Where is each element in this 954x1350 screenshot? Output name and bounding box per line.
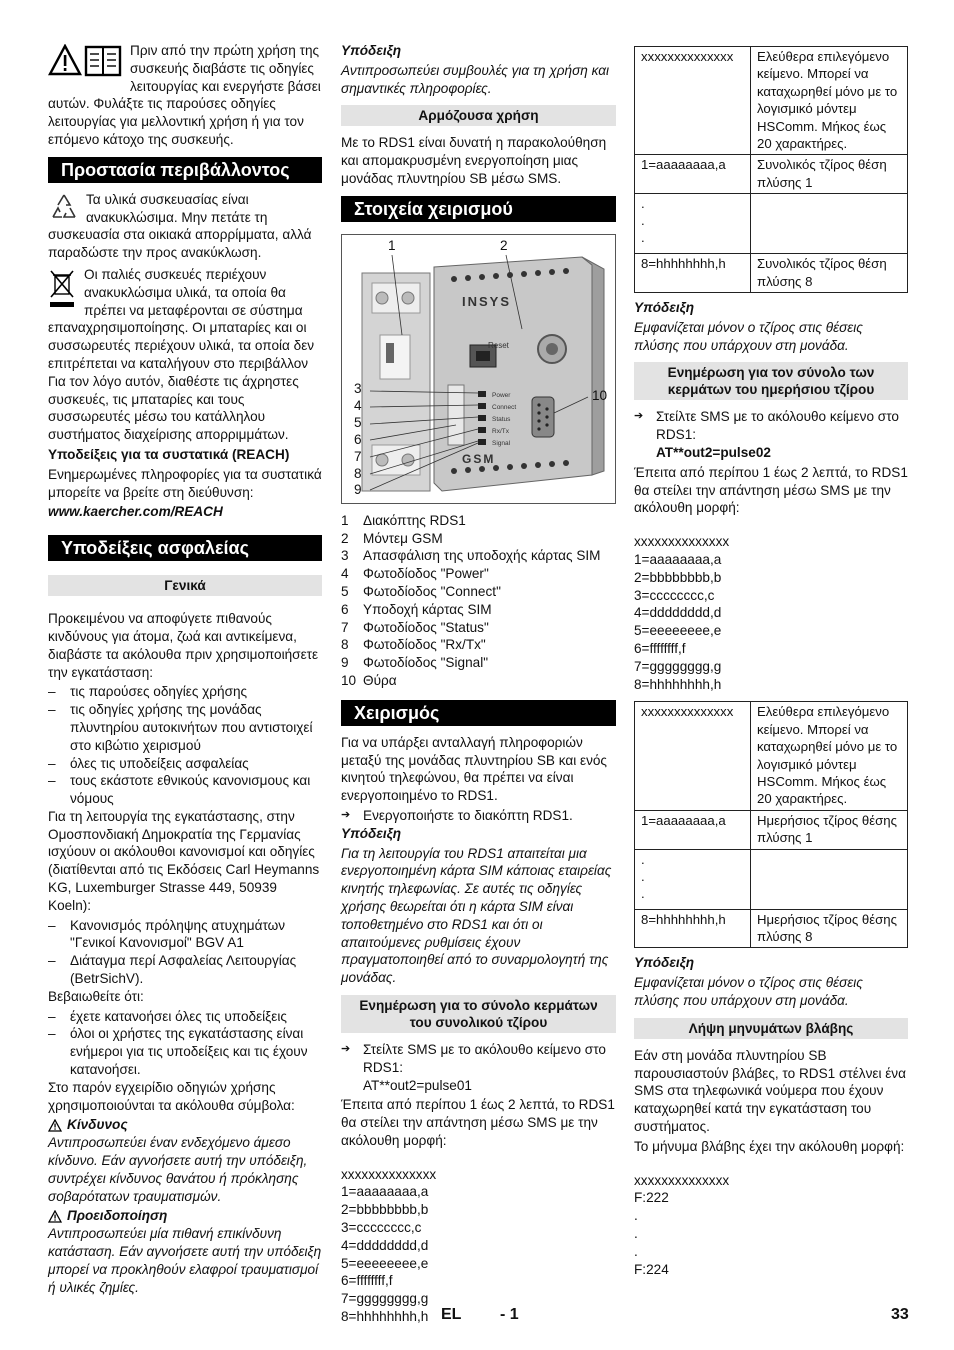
warning-text: Αντιπροσωπεύει μία πιθανή επικίνδυνη κατάσταση. Εάν αγνοήσετε αυτή την υπόδειξη μπορεί να προκληθούν ελαφροί τραυματισμοί ή υλικές ζημίες.: [48, 1226, 322, 1295]
table-row: xxxxxxxxxxxxxx Ελεύθερα επιλεγόμενο κείμενο. Μπορεί να καταχωρηθεί μόνο με το λογισμικό μόντεμ HSComm. Μήκος έως 20 χαρακτήρες.: [635, 702, 908, 810]
intro-block: [48, 42, 322, 149]
note-title: Υπόδειξη: [341, 43, 402, 58]
list-item: – τους εκάστοτε εθνικούς κανονισμους και νόμους: [48, 772, 322, 808]
daily-turnover-heading: Ενημέρωση για τον σύνολο των κερμάτων του ημερήσιου τζίρου: [634, 362, 908, 400]
crossed-bin-icon: [48, 268, 76, 308]
note-text: Εμφανίζεται μόνον ο τζίρος στις θέσεις πλύσης που υπάρχουν στη μονάδα.: [634, 319, 863, 353]
fault-text-2: Το μήνυμα βλάβης έχει την ακόλουθη μορφή:: [634, 1138, 905, 1154]
operation-text: Για να υπάρξει ανταλλαγή πληροφοριών μεταξύ της μονάδας πλυντηρίου SB και ενός κινητού τηλεφώνου, θα πρέπει να είναι ενεργοποιημένο το RDS1.: [341, 734, 607, 804]
ensure-text: Βεβαιωθείτε ότι:: [48, 988, 144, 1004]
footer-language: EL: [441, 1306, 462, 1323]
footer-page-number: 33: [891, 1306, 909, 1323]
use-heading: Αρμόζουσα χρήση: [341, 105, 616, 126]
callout-8: 8: [354, 465, 362, 481]
warning-triangle-icon: [48, 1210, 62, 1223]
safety-heading: Υποδείξεις ασφαλείας: [48, 535, 322, 561]
list-item: 9 Φωτοδίοδος "Signal": [341, 655, 489, 671]
fault-message-format: xxxxxxxxxxxxxx F:222 . . . F:224: [634, 1172, 730, 1277]
total-turnover-heading: Ενημέρωση για το σύνολο κερμάτων του συνολικού τζίρου: [341, 995, 616, 1033]
column-right: [634, 46, 908, 1278]
callout-5: 5: [354, 414, 362, 430]
table-row: 1=aaaaaaaa,a Ημερήσιος τζίρος θέσης πλύσης 1: [635, 810, 908, 849]
total-command: AT**out2=pulse01: [363, 1077, 472, 1093]
callout-4: 4: [354, 397, 362, 413]
intro-text: Πριν από την πρώτη χρήση της συσκευής διαβάστε τις οδηγίες λειτουργίας και ενεργήστε βάσει αυτών. Φυλάξτε τις παρούσες οδηγίες λειτουργίας για μελλοντική χρήση ή για τον επόμενο κάτοχο της συσκευής.: [48, 43, 321, 147]
daily-after-text: Έπειτα από περίπου 1 έως 2 λεπτά, το RDS1 θα στείλει την απάντηση μέσω SMS με την ακόλουθη μορφή:: [634, 464, 908, 516]
warning-triangle-icon: [48, 1119, 62, 1132]
callout-2: 2: [500, 237, 508, 253]
regulations-list: [48, 917, 322, 988]
figure-led-label: Signal: [492, 439, 511, 447]
table-row: . . .: [635, 849, 908, 909]
list-item: – έχετε κατανοήσει όλες τις υποδείξεις: [48, 1008, 322, 1026]
operation-note-text: Για τη λειτουργία του RDS1 απαιτείται μια ενεργοποιημένη κάρτα SIM κάποιας εταιρείας κινητής τηλεφωνίας. Σε αυτές τις οδηγίες χρήσης θεωρείται ότι η κάρτα SIM είναι τοποθετημένο στο RDS1 και ότι οι απαιτούμενες ρυθμίσεις έχουν πραγματοποιηθεί από το συναρμολογητή της μονάδας.: [341, 845, 612, 986]
operation-note-title: Υπόδειξη: [341, 825, 402, 841]
total-after-text: Έπειτα από περίπου 1 έως 2 λεπτά, το RDS1 θα στείλει την απάντηση μέσω SMS με την ακόλουθη μορφή:: [341, 1097, 615, 1148]
warning-title: Προειδοποίηση: [67, 1208, 168, 1224]
fault-heading: Λήψη μηνυμάτων βλάβης: [634, 1018, 908, 1039]
docs-list: [48, 683, 322, 808]
env-heading: Προστασία περιβάλλοντος: [48, 157, 322, 183]
callout-7: 7: [354, 448, 362, 464]
operation-step: ➔ Ενεργοποιήστε το διακόπτη RDS1.: [341, 807, 616, 825]
device-figure: [341, 234, 616, 504]
list-item: 8 Φωτοδίοδος "Rx/Tx": [341, 637, 486, 653]
env-disposal-text: Οι παλιές συσκευές περιέχουν ανακυκλώσιμα υλικά, τα οποία θα πρέπει να μεταφέρονται σε σύστημα επαναχρησιμοποίησης. Οι μπαταρίες και οι συσσωρευτές περιέχουν υλικά, τα οποία δεν επιτρέπεται να καταλήγουν στο περιβάλλον Για τον λόγο αυτόν, διαθέστε τις άχρηστες συσκευές, τις μπαταρίες και τους συσσωρευτές μέσω του κατάλληλου συστήματος διαχείρισης απορριμμάτων.: [48, 266, 315, 443]
general-text-2: Για τη λειτουργία της εγκατάστασης, στην Ομοσπονδιακή Δημοκρατία της Γερμανίας ισχύουν οι ακόλουθοι κανονισμοί και οδηγίες (διατίθενται από τις Εκδόσεις Carl Heymanns KG, Luxemburger Strasse 449, 50939 Koeln):: [48, 808, 320, 913]
reach-text: Ενημερωμένες πληροφορίες για τα συστατικά μπορείτε να βρείτε στη διεύθυνση:: [48, 466, 322, 500]
list-item: 5 Φωτοδίοδος "Connect": [341, 583, 501, 599]
callout-1: 1: [388, 237, 396, 253]
general-heading: Γενικά: [48, 575, 322, 596]
list-item: – Διάταγμα περί Ασφαλείας Λειτουργίας (BetrSichV).: [48, 952, 322, 988]
reach-title: Υποδείξεις για τα συστατικά (REACH): [48, 446, 290, 462]
figure-led-label: Connect: [492, 403, 517, 411]
list-item: 6 Υποδοχή κάρτας SIM: [341, 601, 492, 617]
list-item: 1 Διακόπτης RDS1: [341, 512, 466, 528]
table-row: xxxxxxxxxxxxxx Ελεύθερα επιλεγόμενο κείμενο. Μπορεί να καταχωρηθεί μόνο με το λογισμικό μόντεμ HSComm. Μήκος έως 20 χαρακτήρες.: [635, 47, 908, 155]
table-row: 1=aaaaaaaa,a Συνολικός τζίρος θέση πλύσης 1: [635, 155, 908, 194]
list-item: – τις παρούσες οδηγίες χρήσης: [48, 683, 322, 701]
list-item: – Κανονισμός πρόληψης ατυχημάτων "Γενικοί Κανονισμοί" BGV A1: [48, 917, 322, 953]
daily-response-format: xxxxxxxxxxxxxx 1=aaaaaaaa,a 2=bbbbbbbb,b 3=cccccccc,c 4=dddddddd,d 5=eeeeeeee,e 6=ffffffff,f 7=gggggggg,g 8=hhhhhhhh,h: [634, 534, 730, 692]
callout-10: 10: [592, 387, 608, 403]
daily-command: AT**out2=pulse02: [656, 445, 771, 461]
callout-9: 9: [354, 481, 362, 497]
env-recycle-block: [48, 191, 322, 262]
footer-page-label: - 1: [500, 1306, 519, 1323]
note-title: Υπόδειξη: [634, 955, 695, 971]
list-item: 7 Φωτοδίοδος "Status": [341, 619, 489, 635]
figure-brand-label: INSYS: [462, 293, 512, 309]
fault-text-1: Εάν στη μονάδα πλυντηρίου SB παρουσιαστούν βλάβες, το RDS1 στέλνει ένα SMS στα τηλεφωνικά νούμερα που έχουν καταχωρηθεί κατά την εγκατάσταση του συστήματος.: [634, 1047, 906, 1135]
use-text: Με το RDS1 είναι δυνατή η παρακολούθηση και απομακρυσμένη ενεργοποίηση μιας μονάδας πλυντηρίου SB μέσω SMS.: [341, 135, 607, 186]
column-left: [48, 42, 322, 1298]
controls-heading: Στοιχεία χειρισμού: [341, 196, 616, 222]
read-manual-icon: [48, 44, 124, 78]
danger-title: Κίνδυνος: [67, 1117, 128, 1133]
general-text-1: Προκειμένου να αποφύγετε πιθανούς κινδύνους για άτομα, ζωά και αντικείμενα, διαβάστε τα ακόλουθα πριν χρησιμοποιήσετε την εγκατάσταση:: [48, 611, 319, 680]
parts-list: [341, 512, 616, 690]
callout-3: 3: [354, 380, 362, 396]
figure-led-label: Status: [492, 415, 511, 423]
figure-led-label: Rx/Tx: [492, 427, 509, 435]
danger-text: Αντιπροσωπεύει έναν ενδεχόμενο άμεσο κίνδυνο. Εάν αγνοήσετε αυτή την υπόδειξη, συντρέχει κίνδυνος θανάτου ή πρόκλησης σοβαρότατων τραυματισμών.: [48, 1135, 308, 1204]
reach-link[interactable]: www.kaercher.com/REACH: [48, 504, 223, 520]
operation-heading: Χειρισμός: [341, 700, 616, 726]
figure-led-label: Power: [492, 391, 511, 399]
symbols-intro: Στο παρόν εγχειρίδιο οδηγιών χρήσης χρησιμοποιούνται τα ακόλουθα σύμβολα:: [48, 1079, 295, 1113]
list-item: 4 Φωτοδίοδος "Power": [341, 566, 489, 582]
list-item: 2 Μόντεμ GSM: [341, 530, 443, 546]
list-item: 10 Θύρα: [341, 672, 397, 688]
total-step: ➔ Στείλτε SMS με το ακόλουθο κείμενο στο RDS1:: [341, 1041, 616, 1077]
list-item: – όλοι οι χρήστες της εγκατάστασης είναι ενήμεροι για τις υποδείξεις και τις έχουν κατανοήσει.: [48, 1025, 322, 1078]
table-row: 8=hhhhhhhh,h Ημερήσιος τζίρος θέσης πλύσης 8: [635, 909, 908, 948]
recycle-icon: [48, 191, 80, 223]
callout-6: 6: [354, 431, 362, 447]
env-packaging-text: Τα υλικά συσκευασίας είναι ανακυκλώσιμα. Μην πετάτε τη συσκευασία στα οικιακά απορρίμματα, αλλά παραδώστε την προς ανακύκλωση.: [48, 191, 312, 261]
note-text: Εμφανίζεται μόνον ο τζίρος στις θέσεις πλύσης που υπάρχουν στη μονάδα.: [634, 975, 863, 1009]
list-item: – τις οδηγίες χρήσης της μονάδας πλυντηρίου αυτοκινήτων που αντιστοιχεί στο κιβώτιο χειρισμού: [48, 701, 322, 754]
daily-step: ➔ Στείλτε SMS με το ακόλουθο κείμενο στο RDS1:: [634, 408, 908, 444]
warning-title-row: [48, 1207, 322, 1225]
total-response-format: xxxxxxxxxxxxxx 1=aaaaaaaa,a 2=bbbbbbbb,b 3=cccccccc,c 4=dddddddd,d 5=eeeeeeee,e 6=ffffffff,f 7=gggggggg,g 8=hhhhhhhh,h: [341, 1166, 437, 1325]
list-item: 3 Απασφάλιση της υποδοχής κάρτας SIM: [341, 548, 601, 564]
column-middle: [341, 42, 616, 1326]
note-title: Υπόδειξη: [634, 300, 695, 316]
daily-turnover-table: [634, 701, 908, 948]
danger-title-row: [48, 1116, 322, 1134]
figure-gsm-label: GSM: [462, 451, 496, 466]
table-row: 8=hhhhhhhh,h Συνολικός τζίρος θέση πλύσης 8: [635, 254, 908, 293]
list-item: – όλες τις υποδείξεις ασφαλείας: [48, 755, 322, 773]
env-disposal-block: [48, 266, 322, 444]
table-row: . . .: [635, 194, 908, 254]
total-turnover-table: [634, 46, 908, 293]
figure-reset-label: Reset: [488, 340, 509, 350]
ensure-list: [48, 1008, 322, 1079]
note-text: Αντιπροσωπεύει συμβουλές για τη χρήση και σημαντικές πληροφορίες.: [341, 62, 610, 96]
